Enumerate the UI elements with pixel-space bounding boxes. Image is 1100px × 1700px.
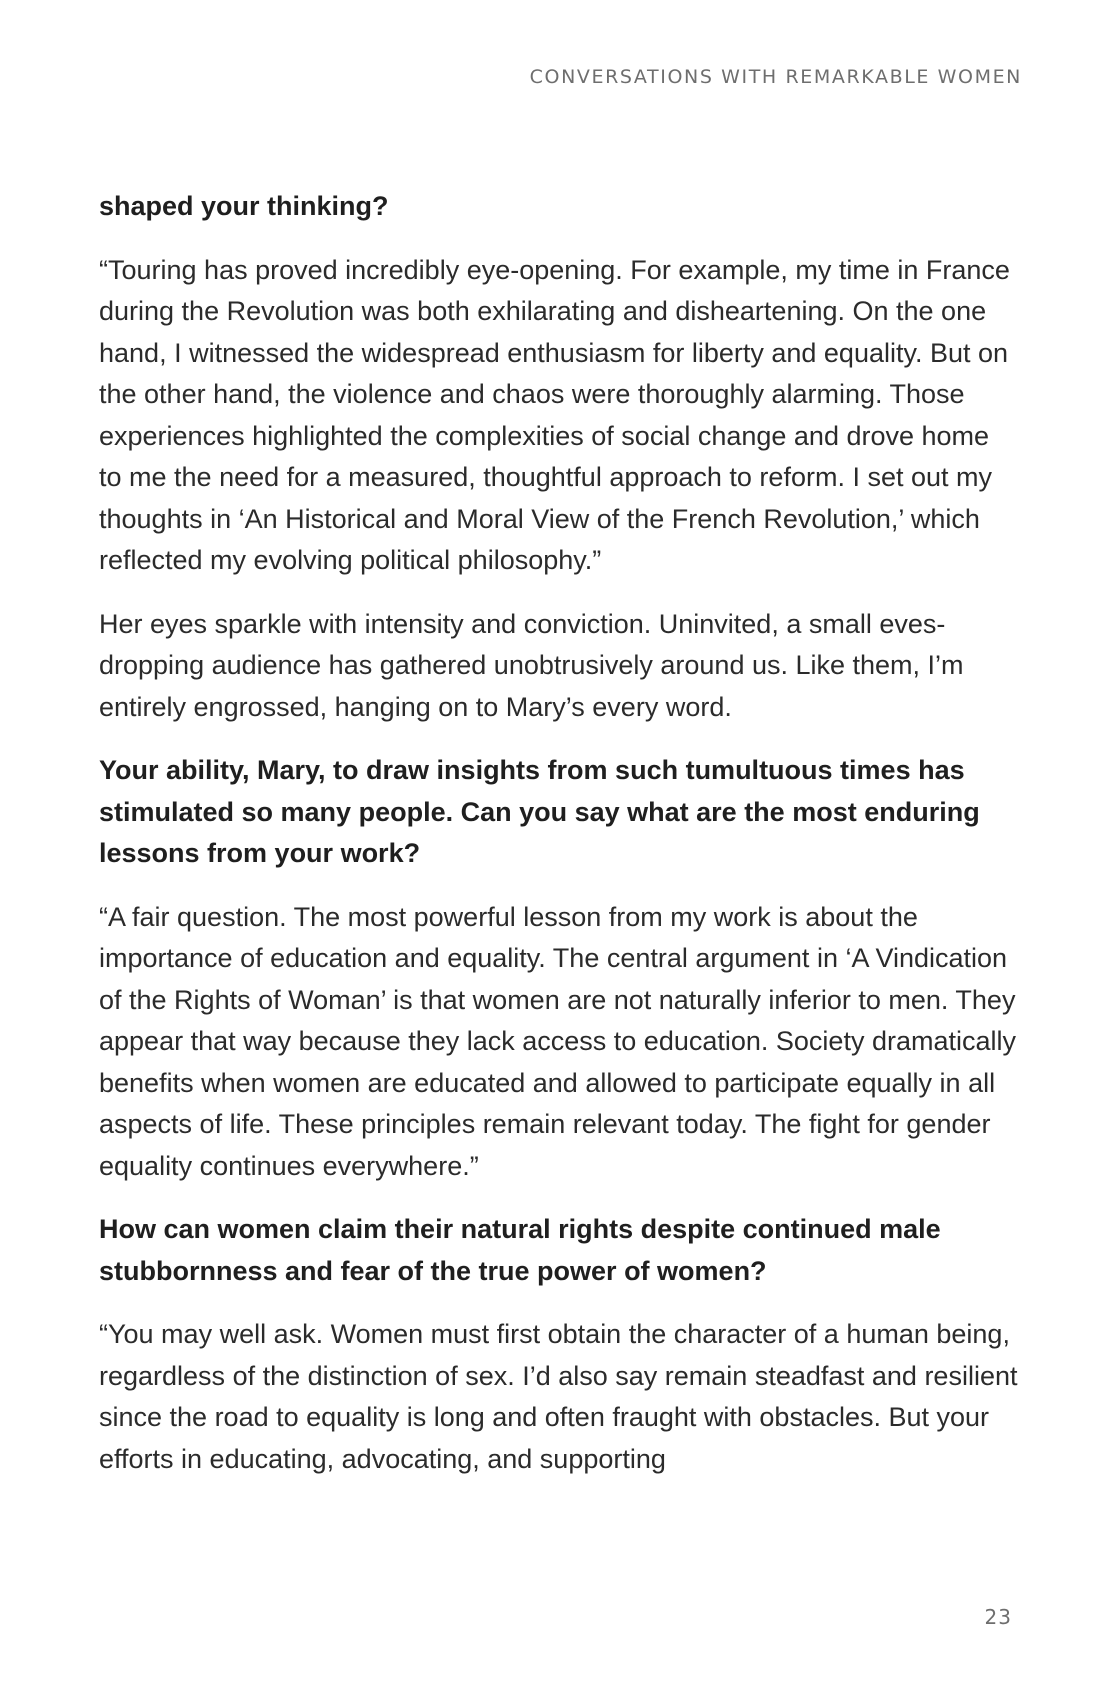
page-body xyxy=(99,186,1019,1502)
page-number: 23 xyxy=(984,1605,1012,1629)
narration-paragraph: Her eyes sparkle with intensity and conviction. Uninvited, a small eves-dropping audience has gathered unobtrusively around us. Like them, I’m entirely engrossed, hanging on to Mary’s every word. xyxy=(99,608,964,722)
interview-question: How can women claim their natural rights despite continued male stubbornness and fear of the true power of women? xyxy=(99,1214,941,1286)
interview-question: Your ability, Mary, to draw insights from such tumultuous times has stimulated so many people. Can you say what are the most enduring lessons from your work? xyxy=(99,755,980,868)
interview-answer: “A fair question. The most powerful lesson from my work is about the importance of education and equality. The central argument in ‘A Vindication of the Rights of Woman’ is that women are not naturally inferior to men. They appear that way because they lack access to education. Society dramatically benefits when women are educated and allowed to participate equally in all aspects of life. These principles remain relevant today. The fight for gender equality continues everywhere.” xyxy=(99,901,1016,1181)
running-header: CONVERSATIONS WITH REMARKABLE WOMEN xyxy=(529,66,1022,88)
interview-answer: “Touring has proved incredibly eye-opening. For example, my time in France during the Revolution was both exhilarating and disheartening. On the one hand, I witnessed the widespread enthusiasm for liberty and equality. But on the other hand, the violence and chaos were thoroughly alarming. Those experiences highlighted the complexities of social change and drove home to me the need for a measured, thoughtful approach to reform. I set out my thoughts in ‘An Historical and Moral View of the French Revolution,’ which reflected my evolving political philosophy.” xyxy=(99,254,1010,575)
interview-question: shaped your thinking? xyxy=(99,191,389,221)
interview-answer: “You may well ask. Women must first obtain the character of a human being, regardless of the distinction of sex. I’d also say remain steadfast and resilient since the road to equality is long and often fraught with obstacles. But your efforts in educating, advocating, and supporting xyxy=(99,1319,1018,1474)
